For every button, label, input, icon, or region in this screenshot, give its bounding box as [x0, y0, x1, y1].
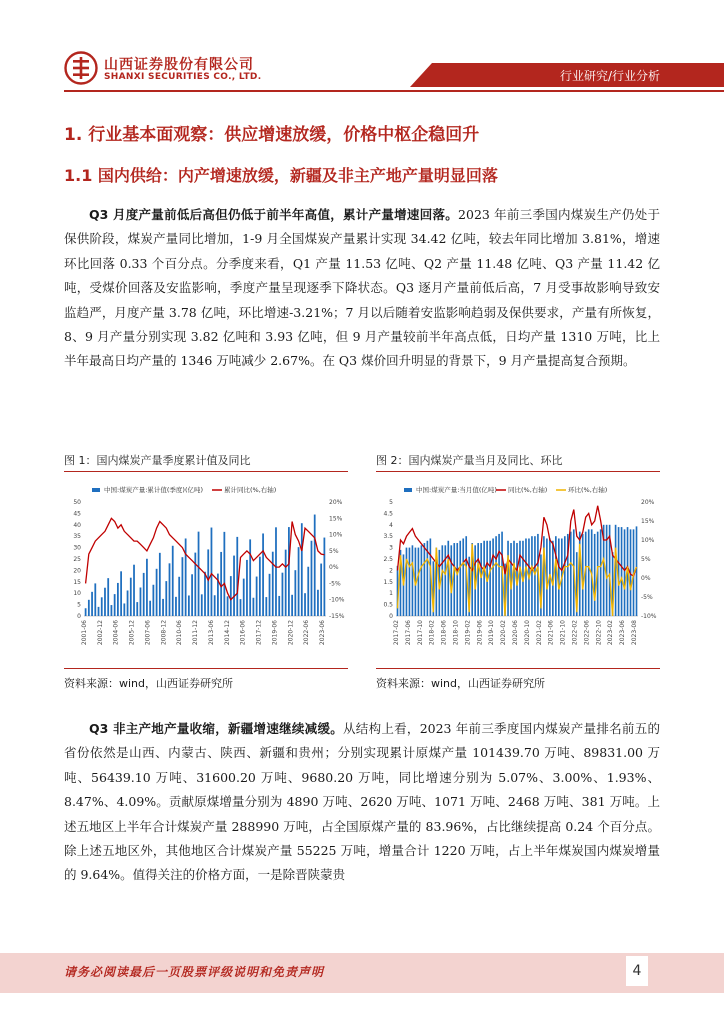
bar — [94, 583, 96, 616]
bar — [136, 602, 138, 616]
figure-2-chart — [376, 478, 660, 664]
x-tick-label: 2019-10 — [488, 620, 496, 646]
y-tick-label: 25 — [73, 556, 81, 563]
bar — [624, 529, 626, 616]
company-name-en: SHANXI SECURITIES CO., LTD. — [104, 72, 262, 82]
bar — [91, 592, 93, 616]
bar — [636, 526, 638, 616]
bar — [307, 567, 309, 616]
x-tick-label: 2014-12 — [223, 620, 231, 646]
bar — [320, 564, 322, 616]
bar — [519, 541, 521, 616]
bar — [188, 595, 190, 616]
y-tick-label: 45 — [73, 510, 81, 518]
bar — [275, 527, 277, 616]
bar — [294, 570, 296, 616]
y-tick-label: 1 — [389, 590, 393, 598]
x-tick-label: 2008-12 — [160, 619, 168, 646]
bar — [104, 588, 106, 616]
x-tick-label: 2013-06 — [207, 619, 215, 646]
section-heading: 1. 行业基本面观察：供应增速放缓，价格中枢企稳回升 — [64, 125, 480, 145]
x-tick-label: 2022-06 — [303, 619, 311, 646]
y2-tick-label: -5% — [329, 580, 341, 588]
y2-tick-label: 5% — [329, 547, 339, 555]
y2-tick-label: 0% — [329, 564, 339, 572]
paragraph-1-body: 2023 年前三季国内煤炭生产仍处于保供阶段，煤炭产量同比增加，1-9 月全国煤炭产量累计实现 34.42 亿吨，较去年同比增加 3.81%，增速环比回落 0.33 个百分点。分季度来看，Q1 产量 11.53 亿吨、Q2 产量 11.48 亿吨、Q3 产量 11.42 亿吨，受煤价回落及安监影响，季度产量呈现逐季下降状态。Q3 逐月产量前低后高，7 月受事故影响导致安监趋严，月度产量 3.78 亿吨，环比增速-3.21%；7 月以后随着安监影响趋弱及保供要求，产量有所恢复，8、9 月产量分别实现 3.82 亿吨和 3.93 亿吨，但 9 月产量较前半年高点低，日均产量 1310 万吨，比上半年最高日均产量的 1346 万吨减少 2.67%。在 Q3 煤价回升明显的背景下，9 月产量提高复合预期。 — [64, 207, 660, 369]
bar — [253, 598, 255, 616]
bar — [278, 596, 280, 616]
bar — [120, 571, 122, 616]
bar — [211, 528, 213, 616]
bar — [492, 538, 494, 616]
y-tick-label: 10 — [73, 590, 81, 598]
bar — [282, 573, 284, 616]
figure-2-source: 资料来源：wind，山西证券研究所 — [376, 677, 546, 690]
company-logo-icon — [64, 51, 98, 85]
x-tick-label: 2020-10 — [523, 620, 531, 646]
bar — [165, 581, 167, 616]
bar — [269, 574, 271, 616]
bar — [101, 597, 103, 616]
x-tick-label: 2017-02 — [393, 620, 400, 646]
legend-label-1: 同比(%,右轴) — [508, 486, 548, 494]
bar — [495, 536, 497, 616]
subsection-heading: 1.1 国内供给：内产增速放缓，新疆及非主产地产量明显回落 — [64, 166, 498, 185]
y-tick-label: 5 — [389, 499, 393, 506]
y-tick-label: 0 — [389, 613, 393, 620]
x-tick-label: 2022-02 — [571, 620, 579, 646]
bar — [194, 553, 196, 616]
bar — [459, 541, 461, 616]
legend-label-0: 中国:煤炭产量:累计值(季度)(亿吨) — [104, 486, 204, 494]
bar — [191, 574, 193, 616]
y2-tick-label: 0% — [641, 575, 651, 582]
bar — [301, 523, 303, 616]
bar — [456, 543, 458, 616]
y2-tick-label: -10% — [329, 596, 345, 604]
bar — [480, 543, 482, 616]
bar — [123, 603, 125, 616]
bar — [304, 593, 306, 616]
bar — [178, 577, 180, 616]
bar — [412, 545, 414, 616]
bar — [85, 608, 87, 616]
bar — [143, 573, 145, 616]
figure-1-chart — [64, 478, 348, 664]
bar — [185, 538, 187, 616]
x-tick-label: 2023-06 — [319, 620, 326, 646]
bar — [406, 548, 408, 616]
bar — [259, 557, 261, 616]
y2-tick-label: 5% — [641, 556, 651, 563]
bar — [204, 572, 206, 616]
bar — [159, 553, 161, 616]
bar — [489, 541, 491, 616]
bar — [198, 532, 200, 616]
bar — [525, 538, 527, 616]
y-tick-label: 30 — [73, 544, 81, 552]
x-tick-label: 2004-06 — [112, 619, 120, 646]
x-tick-label: 2019-02 — [464, 620, 472, 646]
x-tick-label: 2023-02 — [607, 620, 615, 646]
y2-tick-label: -10% — [641, 613, 657, 620]
bar — [114, 594, 116, 616]
bar — [182, 557, 184, 616]
bar — [564, 536, 566, 616]
y-tick-label: 15 — [73, 578, 81, 586]
legend-label-0: 中国:煤炭产量:当月值(亿吨) — [416, 486, 497, 494]
legend-label-1: 累计同比(%,右轴) — [224, 486, 277, 494]
bar — [130, 578, 132, 616]
bar — [230, 576, 232, 616]
x-tick-label: 2018-10 — [452, 620, 460, 646]
y2-tick-label: 20% — [641, 499, 655, 506]
bar — [441, 545, 443, 616]
bar — [175, 597, 177, 616]
y-tick-label: 50 — [73, 499, 81, 506]
bar — [317, 590, 319, 616]
y2-tick-label: 10% — [641, 537, 655, 544]
bar — [249, 539, 251, 616]
paragraph-1 — [64, 203, 660, 374]
x-tick-label: 2018-02 — [428, 620, 436, 646]
paragraph-2-lead: Q3 非主产地产量收缩，新疆增速继续减缓。 — [89, 721, 344, 736]
x-tick-label: 2019-06 — [476, 620, 484, 646]
bar — [223, 532, 225, 616]
figure-2-source-rule — [376, 668, 660, 669]
x-tick-label: 2019-06 — [271, 620, 279, 646]
y2-tick-label: 15% — [329, 515, 343, 523]
bar — [262, 533, 264, 616]
figure-2-caption: 图 2：国内煤炭产量当月及同比、环比 — [376, 454, 563, 467]
x-tick-label: 2020-02 — [500, 620, 508, 646]
y2-tick-label: 10% — [329, 531, 343, 539]
legend-label-2: 环比(%,右轴) — [568, 486, 608, 494]
x-tick-label: 2023-08 — [631, 620, 638, 646]
bar — [444, 545, 446, 616]
y2-tick-label: -5% — [641, 594, 653, 601]
bar — [98, 607, 100, 616]
bar — [621, 527, 623, 616]
bar — [323, 538, 325, 616]
bar — [570, 532, 572, 616]
bar — [246, 560, 248, 616]
page-number: 4 — [626, 956, 648, 986]
footer-disclaimer: 请务必阅读最后一页股票评级说明和免责声明 — [64, 965, 325, 979]
bar — [127, 590, 129, 616]
bar — [156, 569, 158, 616]
x-tick-label: 2021-10 — [559, 620, 567, 646]
bar — [409, 548, 411, 616]
bar — [421, 545, 423, 616]
bar — [169, 563, 171, 616]
x-tick-label: 2011-12 — [192, 620, 200, 646]
bar — [513, 541, 515, 616]
bar — [477, 543, 479, 616]
bar — [285, 550, 287, 616]
bar — [240, 599, 242, 616]
y-tick-label: 35 — [73, 533, 81, 541]
y-tick-label: 1.5 — [383, 578, 393, 586]
bar — [531, 536, 533, 616]
bar — [265, 597, 267, 616]
x-tick-label: 2017-10 — [416, 620, 424, 646]
bar — [600, 529, 602, 616]
y-tick-label: 2.5 — [383, 556, 393, 563]
bar — [298, 547, 300, 616]
legend-swatch-0 — [404, 488, 412, 492]
bar — [207, 549, 209, 616]
x-tick-label: 2020-12 — [287, 620, 295, 646]
figure-2-caption-rule — [376, 471, 660, 472]
y2-tick-label: 20% — [329, 499, 343, 506]
x-tick-label: 2010-06 — [176, 620, 184, 646]
bar — [424, 543, 426, 616]
figure-1-caption: 图 1：国内煤炭产量季度累计值及同比 — [64, 454, 251, 467]
bar — [498, 534, 500, 616]
bar — [272, 552, 274, 616]
bar — [162, 599, 164, 616]
bar — [418, 548, 420, 616]
bar — [152, 585, 154, 616]
y-tick-label: 0 — [77, 613, 81, 620]
figure-1-source: 资料来源：wind，山西证券研究所 — [64, 677, 234, 690]
x-tick-label: 2020-06 — [512, 620, 519, 646]
y-tick-label: 5 — [77, 601, 81, 609]
paragraph-2-body: 从结构上看，2023 年前三季度国内煤炭产量排名前五的省份依然是山西、内蒙古、陕西、新疆和贵州；分别实现累计原煤产量 101439.70 万吨、89831.00 万吨、56439.10 万吨、31600.20 万吨、9680.20 万吨，同比增速分别为 5.07%、3.00%、1.93%、8.47%、4.09%。贡献原煤增量分别为 4890 万吨、2620 万吨、1071 万吨、2468 万吨、381 万吨。上述五地区上半年合计煤炭产量 288990 万吨，占全国原煤产量的 83.96%，占比继续提高 0.24 个百分点。除上述五地区外，其他地区合计煤炭产量 55225 万吨，增量合计 1220 万吨，占上半年煤炭国内煤炭增量的 9.64%。值得关注的价格方面，一是除晋陕蒙贵 — [64, 721, 660, 883]
y-tick-label: 2 — [389, 567, 393, 575]
header-divider — [64, 90, 724, 92]
company-name-cn: 山西证券股份有限公司 — [104, 57, 254, 73]
figure-2-svg — [376, 478, 660, 664]
bar — [172, 546, 174, 616]
bar — [233, 556, 235, 616]
y-tick-label: 3 — [389, 544, 393, 552]
x-tick-label: 2001-06 — [81, 620, 88, 646]
bar — [256, 577, 258, 616]
bar — [107, 578, 109, 616]
figure-1-caption-rule — [64, 471, 348, 472]
y-tick-label: 4.5 — [383, 510, 393, 518]
bar — [201, 594, 203, 616]
y2-tick-label: -15% — [329, 613, 345, 620]
bar — [483, 541, 485, 616]
bar — [555, 536, 557, 616]
x-tick-label: 2023-06 — [619, 620, 627, 646]
bar — [243, 579, 245, 616]
bar — [227, 596, 229, 616]
y-tick-label: 20 — [73, 567, 81, 575]
bar — [314, 515, 316, 616]
y-tick-label: 4 — [389, 521, 393, 529]
x-tick-label: 2022-06 — [583, 620, 591, 646]
x-tick-label: 2021-06 — [547, 620, 555, 646]
legend-swatch-0 — [92, 488, 100, 492]
bar — [288, 527, 290, 616]
page-header — [0, 0, 724, 98]
bar — [88, 600, 90, 616]
bar — [140, 588, 142, 617]
bar — [214, 595, 216, 616]
bar — [534, 536, 536, 616]
paragraph-1-lead: Q3 月度产量前低后高但仍低于前半年高值，累计产量增速回落。 — [89, 207, 459, 222]
bar — [220, 552, 222, 616]
bar — [111, 605, 113, 616]
bar — [291, 595, 293, 616]
bar — [588, 529, 590, 616]
y-tick-label: 0.5 — [383, 601, 393, 609]
x-tick-label: 2007-06 — [144, 620, 152, 646]
x-tick-label: 2016-06 — [239, 620, 247, 646]
bar — [117, 583, 119, 616]
bar — [462, 538, 464, 616]
figure-1-svg — [64, 478, 348, 664]
x-tick-label: 2017-06 — [404, 620, 412, 646]
y-tick-label: 40 — [73, 521, 81, 529]
figure-1-source-rule — [64, 668, 348, 669]
bar — [236, 537, 238, 616]
bar — [594, 534, 596, 616]
x-tick-label: 2022-10 — [595, 620, 603, 646]
bar — [447, 541, 449, 616]
x-tick-label: 2005-12 — [128, 620, 136, 646]
paragraph-2 — [64, 717, 660, 888]
bar — [146, 559, 148, 616]
bar — [149, 601, 151, 616]
bar — [453, 543, 455, 616]
bar — [133, 565, 135, 616]
y-tick-label: 3.5 — [383, 533, 393, 541]
x-tick-label: 2021-02 — [535, 620, 543, 646]
x-tick-label: 2017-12 — [255, 619, 263, 646]
x-tick-label: 2018-06 — [440, 620, 448, 646]
bar — [311, 541, 313, 616]
x-tick-label: 2002-12 — [96, 620, 104, 646]
report-category: 行业研究/行业分析 — [559, 69, 660, 83]
y2-tick-label: 15% — [641, 518, 655, 525]
